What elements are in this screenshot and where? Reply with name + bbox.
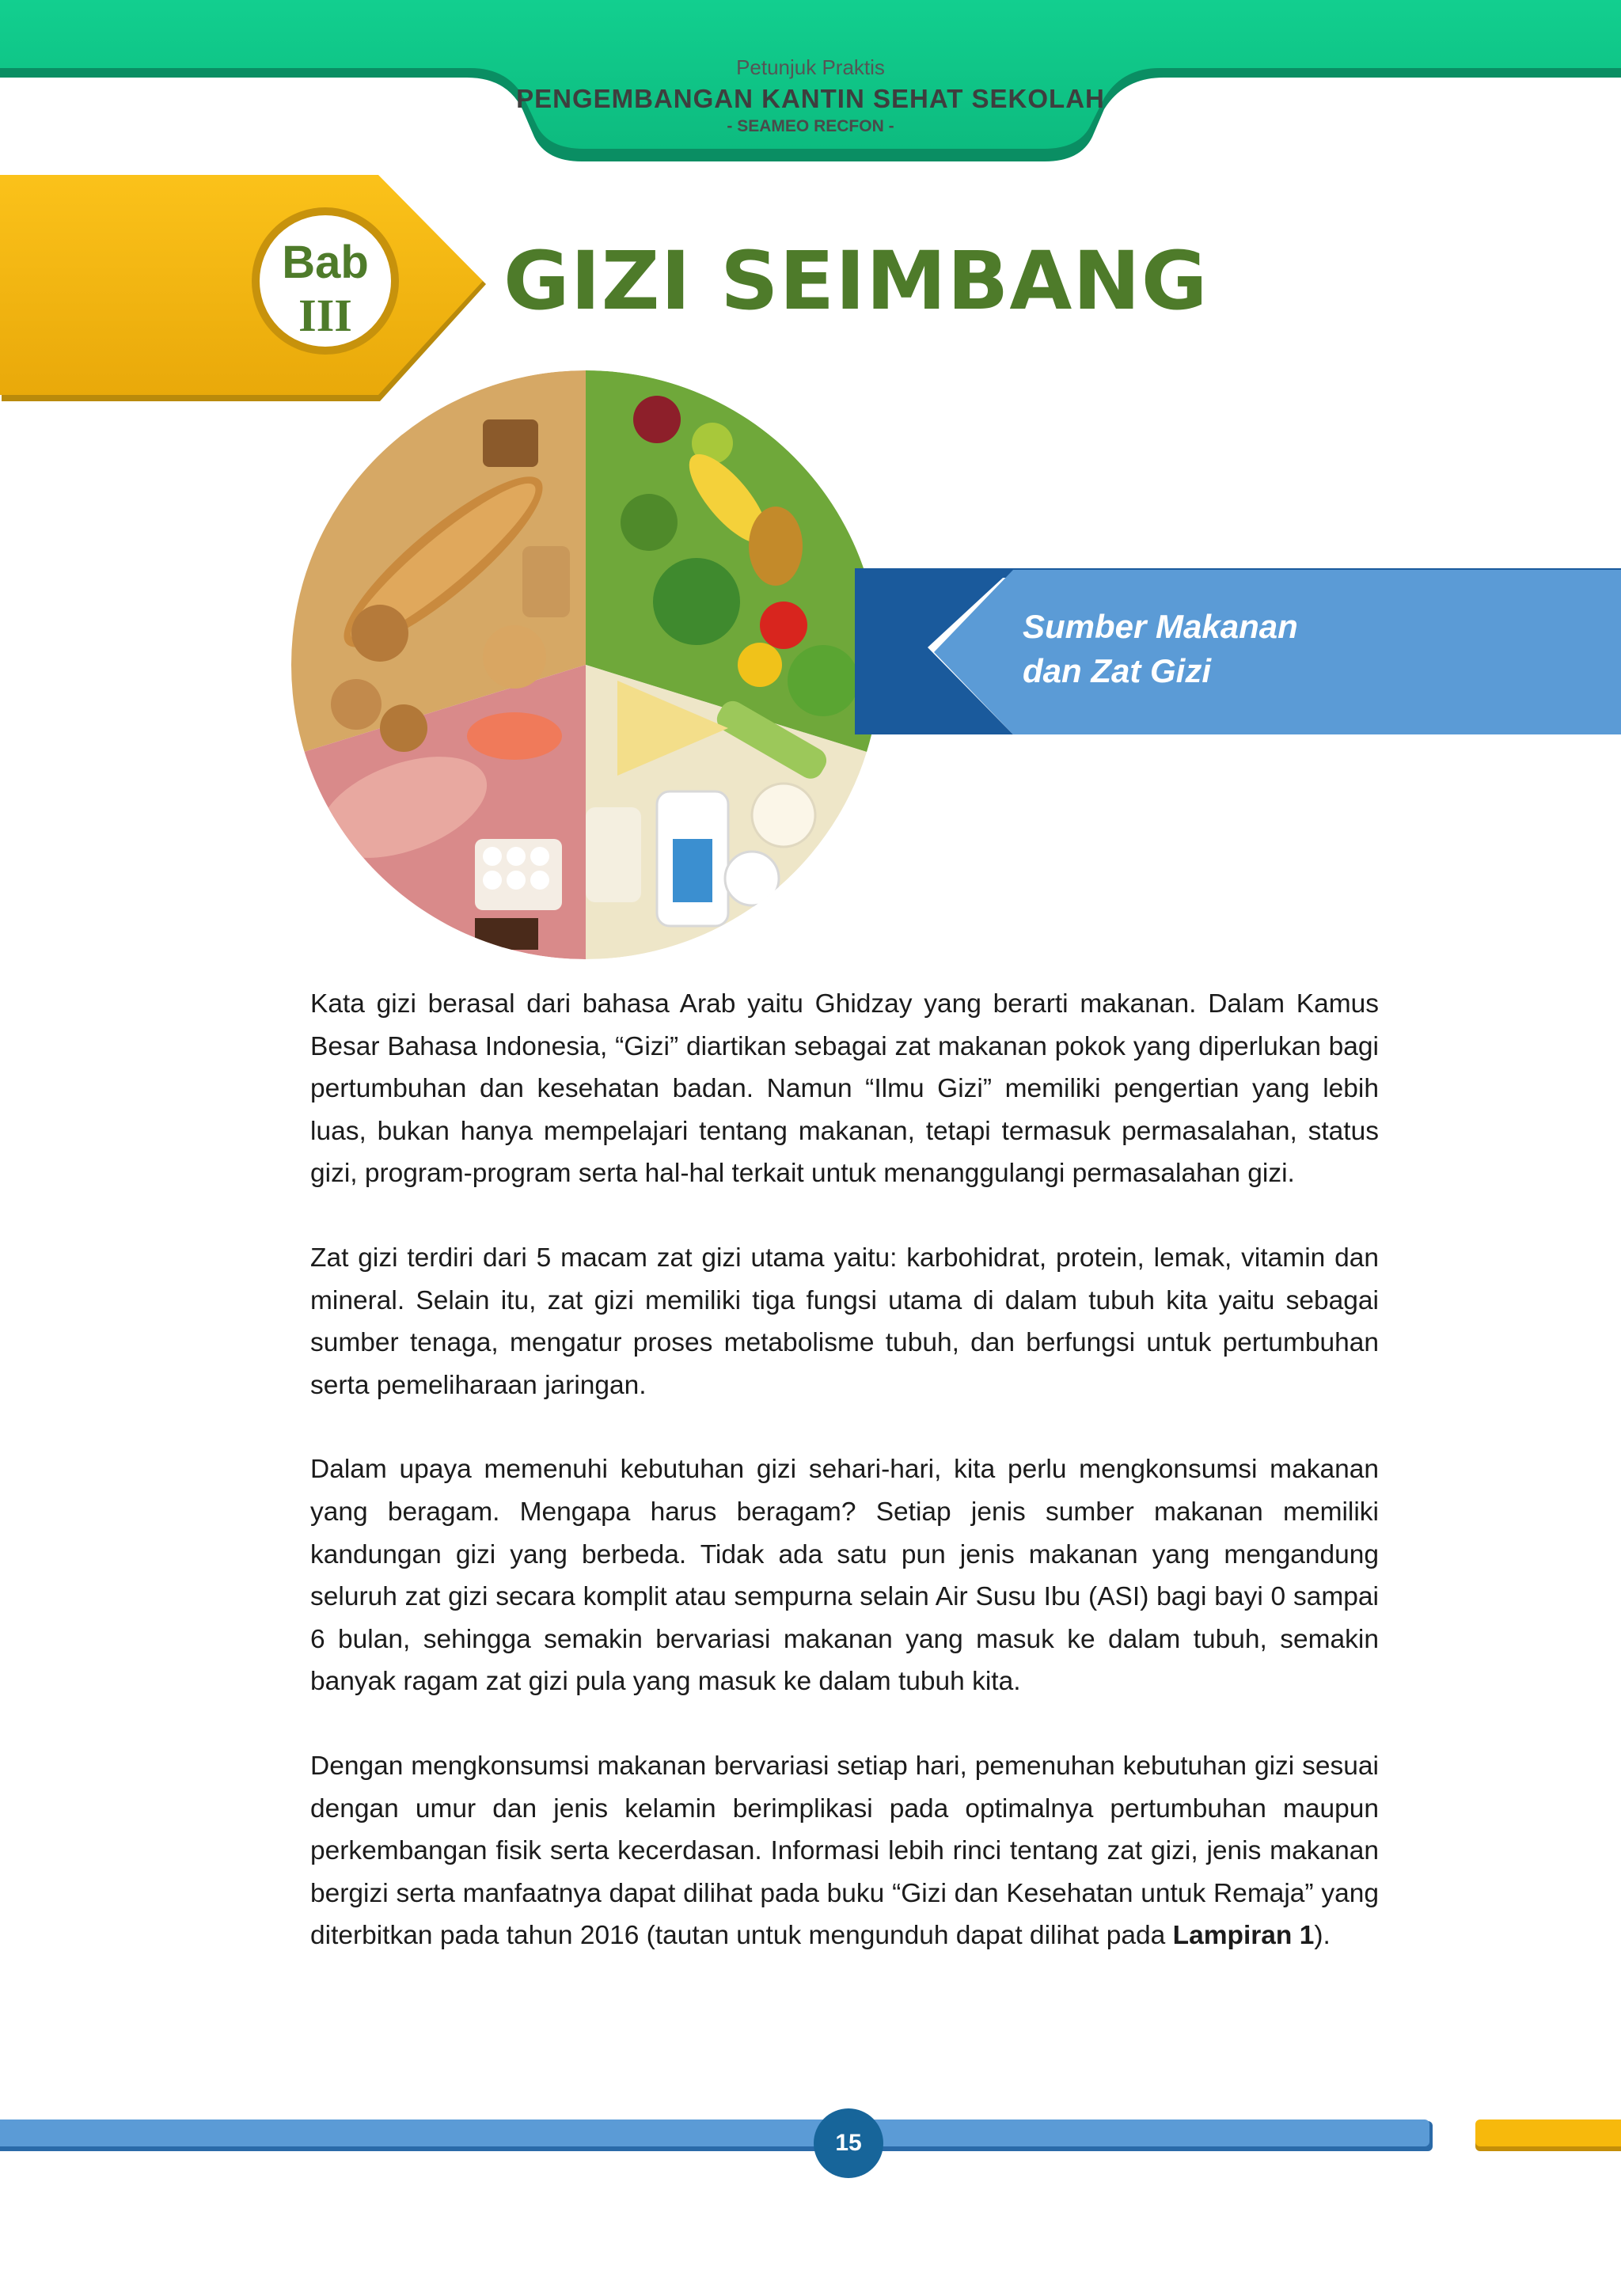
ribbon-line-1: Sumber Makanan: [1023, 608, 1298, 645]
paragraph: Dalam upaya memenuhi kebutuhan gizi sehari-hari, kita perlu mengkonsumsi makanan yang beragam. Mengapa harus beragam? Setiap jenis sumber makanan memiliki kandungan gizi yang berbeda. Tidak ada satu pun jenis makanan yang mengandung seluruh zat gizi secara komplit atau sempurna selain Air Susu Ibu (ASI) bagi bayi 0 sampai 6 bulan, sehingga semakin bervariasi makanan yang masuk ke dalam tubuh, semakin banyak ragam zat gizi pula yang masuk ke dalam tubuh kita.: [310, 1455, 1379, 1697]
appendix-reference: Lampiran 1: [1172, 1921, 1315, 1951]
section-ribbon-label: [1023, 605, 1298, 693]
paragraph: Zat gizi terdiri dari 5 macam zat gizi utama yaitu: karbohidrat, protein, lemak, vitamin dan mineral. Selain itu, zat gizi memiliki tiga fungsi utama di dalam tubuh kita yaitu sebagai sumber tenaga, mengatur proses metabolisme tubuh, dan berfungsi untuk pertumbuhan serta pemeliharaan jaringan.: [310, 1243, 1379, 1400]
page-number: 15: [814, 2108, 883, 2178]
body-text: [310, 983, 1379, 1999]
paragraph-last: [310, 1745, 1379, 1957]
paragraph-text: Dengan mengkonsumsi makanan bervariasi setiap hari, pemenuhan kebutuhan gizi sesuai dengan umur dan jenis kelamin berimplikasi pada optimalnya pertumbuhan maupun perkembangan fisik serta kecerdasan. Informasi lebih rinci tentang zat gizi, jenis makanan bergizi serta manfaatnya dapat dilihat pada buku “Gizi dan Kesehatan untuk Remaja” yang diterbitkan pada tahun 2016 (tautan untuk mengunduh dapat dilihat pada: [310, 1751, 1379, 1951]
chapter-badge: [252, 207, 399, 355]
chapter-label: Bab: [282, 237, 369, 288]
chapter-title: GIZI SEIMBANG: [503, 234, 1209, 328]
header-org: - SEAMEO RECFON -: [727, 117, 894, 135]
header-subtitle: Petunjuk Praktis: [736, 55, 885, 79]
chapter-number: III: [298, 290, 352, 341]
footer-bar: [0, 2105, 1621, 2184]
food-pie-illustration: [285, 364, 886, 966]
paragraph: Kata gizi berasal dari bahasa Arab yaitu Ghidzay yang berarti makanan. Dalam Kamus Besar Bahasa Indonesia, “Gizi” diartikan sebagai zat makanan pokok yang diperlukan bagi pertumbuhan dan kesehatan badan. Namun “Ilmu Gizi” memiliki pengertian yang lebih luas, bukan hanya mempelajari tentang makanan, tetapi termasuk permasalahan, status gizi, program-program serta hal-hal terkait untuk menanggulangi permasalahan gizi.: [310, 989, 1379, 1189]
ribbon-line-2: dan Zat Gizi: [1023, 652, 1212, 689]
paragraph-tail: ).: [1314, 1921, 1331, 1951]
header-title: PENGEMBANGAN KANTIN SEHAT SEKOLAH: [516, 84, 1105, 113]
